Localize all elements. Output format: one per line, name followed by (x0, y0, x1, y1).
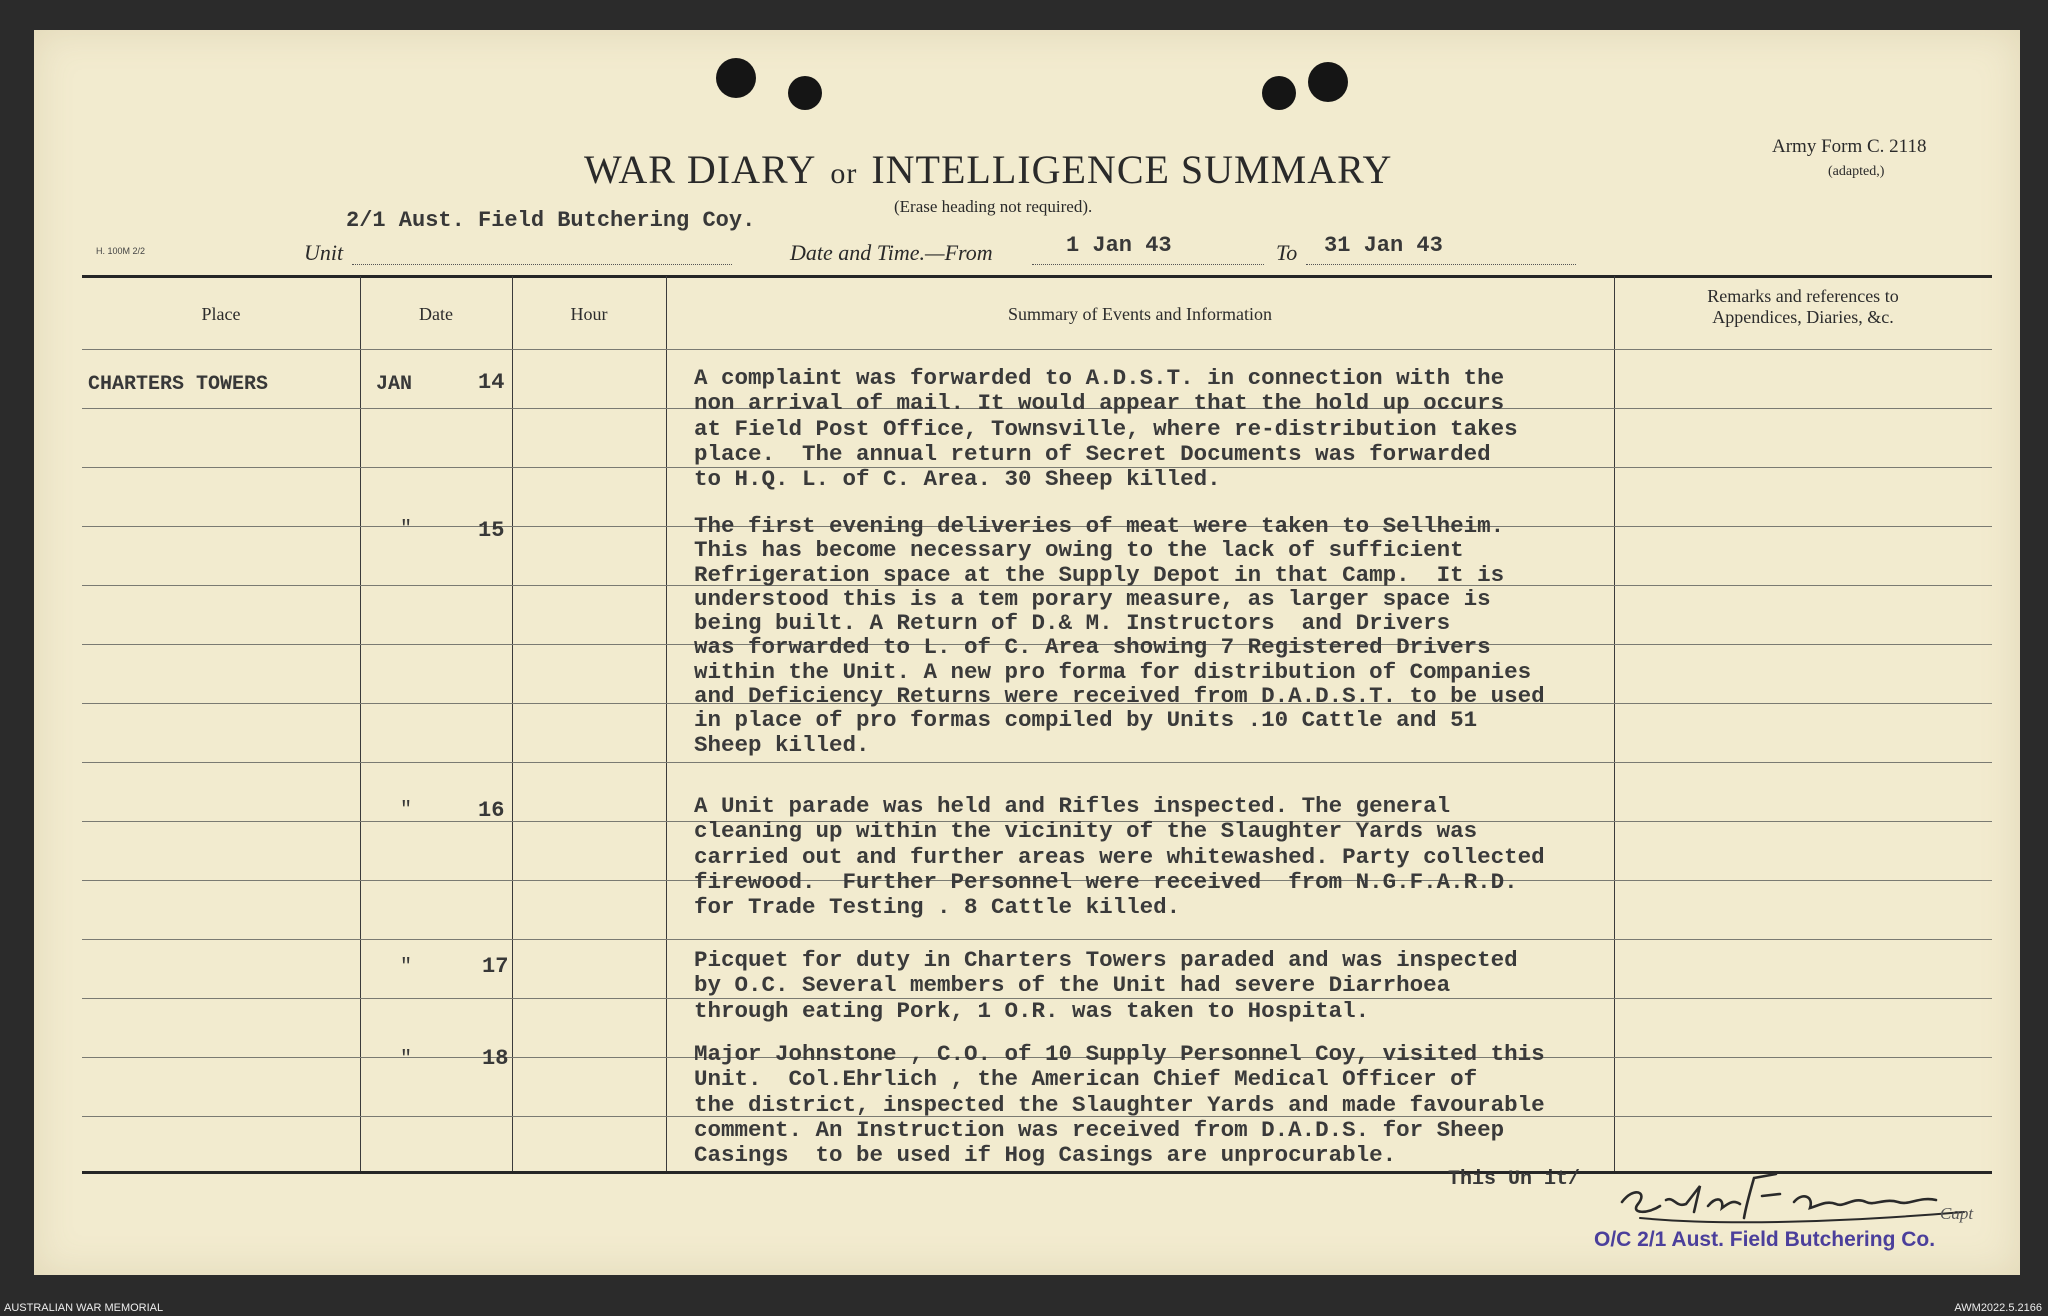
punch-hole (716, 58, 756, 98)
signature-prefix: This Un it/ (1448, 1168, 1581, 1191)
column-divider (512, 276, 513, 1171)
unit-underline (352, 264, 732, 265)
print-code: H. 100M 2/2 (96, 246, 146, 256)
entry-month: " (400, 1048, 413, 1071)
unit-label: Unit (304, 240, 344, 265)
entry-day: 18 (482, 1046, 509, 1071)
col-header-hour: Hour (570, 304, 608, 324)
row-rule (82, 349, 1992, 350)
col-header-remarks-2: Appendices, Diaries, &c. (1712, 307, 1894, 327)
date-label: Date and Time.—From (790, 240, 993, 265)
title-main: WAR DIARY (584, 147, 817, 192)
col-header-date: Date (419, 304, 453, 324)
footer-accession: AWM2022.5.2166 (1954, 1302, 2042, 1314)
col-header-place: Place (201, 304, 241, 324)
diary-page (34, 30, 2020, 1275)
entry-day: 15 (478, 518, 505, 543)
army-form-adapted: (adapted,) (1828, 164, 1885, 179)
entry-place: CHARTERS TOWERS (88, 373, 269, 396)
row-rule (82, 762, 1992, 763)
signature-rank: Capt (1940, 1204, 1974, 1223)
entry-month: " (400, 799, 413, 822)
footer-credit: AUSTRALIAN WAR MEMORIAL (4, 1302, 164, 1314)
date-from: 1 Jan 43 (1066, 233, 1172, 258)
row-rule (82, 939, 1992, 940)
entry-day: 14 (478, 370, 505, 395)
to-label: To (1276, 240, 1298, 265)
entry-month: " (400, 956, 413, 979)
column-divider (360, 276, 361, 1171)
entry-month: " (400, 518, 413, 541)
army-form-number: Army Form C. 2118 (1772, 136, 1927, 157)
col-header-remarks-1: Remarks and references to (1707, 286, 1899, 306)
column-divider (666, 276, 667, 1171)
date-to: 31 Jan 43 (1324, 233, 1443, 258)
title-or: or (830, 157, 858, 190)
table-top-rule (82, 275, 1992, 278)
erase-note: (Erase heading not required). (894, 197, 1093, 216)
entry-summary: Major Johnstone , C.O. of 10 Supply Personnel Coy, visited this Unit. Col.Ehrlich , the American Chief Medical Officer of the district, inspected the Slaughter Yards and made favourable comment. An Instruction was received from D.A.D.S. for Sheep Casings to be used if Hog Casings are unprocurable. (694, 1041, 1545, 1169)
entry-day: 17 (482, 954, 509, 979)
col-header-summary: Summary of Events and Information (1008, 304, 1272, 324)
unit-value: 2/1 Aust. Field Butchering Coy. (346, 208, 756, 233)
entry-summary: A Unit parade was held and Rifles inspected. The general cleaning up within the vicinity of the Slaughter Yards was carried out and further areas were whitewashed. Party collected firewood. Further Personnel were received from N.G.F.A.R.D. for Trade Testing . 8 Cattle killed. (694, 793, 1545, 921)
entry-summary: A complaint was forwarded to A.D.S.T. in connection with the non arrival of mail. It would appear that the hold up occurs at Field Post Office, Townsville, where re-distribution takes place. The annual return of Secret Documents was forwarded to H.Q. L. of C. Area. 30 Sheep killed. (694, 365, 1518, 493)
column-divider (1614, 276, 1615, 1171)
punch-hole (788, 76, 822, 110)
entry-summary: Picquet for duty in Charters Towers paraded and was inspected by O.C. Several members of the Unit had severe Diarrhoea through eating Pork, 1 O.R. was taken to Hospital. (694, 947, 1518, 1024)
handwritten-signature (1604, 1156, 1984, 1236)
form-title (584, 146, 1392, 193)
punch-hole (1262, 76, 1296, 110)
to-underline (1306, 264, 1576, 265)
entry-day: 16 (478, 798, 505, 823)
unit-stamp: O/C 2/1 Aust. Field Butchering Co. (1594, 1228, 1936, 1251)
entry-summary: The first evening deliveries of meat were taken to Sellheim. This has become necessary owing to the lack of sufficient Refrigeration space at the Supply Depot in that Camp. It is understood this is a tem porary measure, as larger space is being built. A Return of D.& M. Instructors and Drivers was forwarded to L. of C. Area showing 7 Registered Drivers within the Unit. A new pro forma for distribution of Companies and Deficiency Returns were received from D.A.D.S.T. to be used in place of pro formas compiled by Units .10 Cattle and 51 Sheep killed. (694, 513, 1545, 758)
entry-month: JAN (376, 373, 413, 396)
title-second: INTELLIGENCE SUMMARY (871, 147, 1393, 192)
from-underline (1032, 264, 1264, 265)
punch-hole (1308, 62, 1348, 102)
